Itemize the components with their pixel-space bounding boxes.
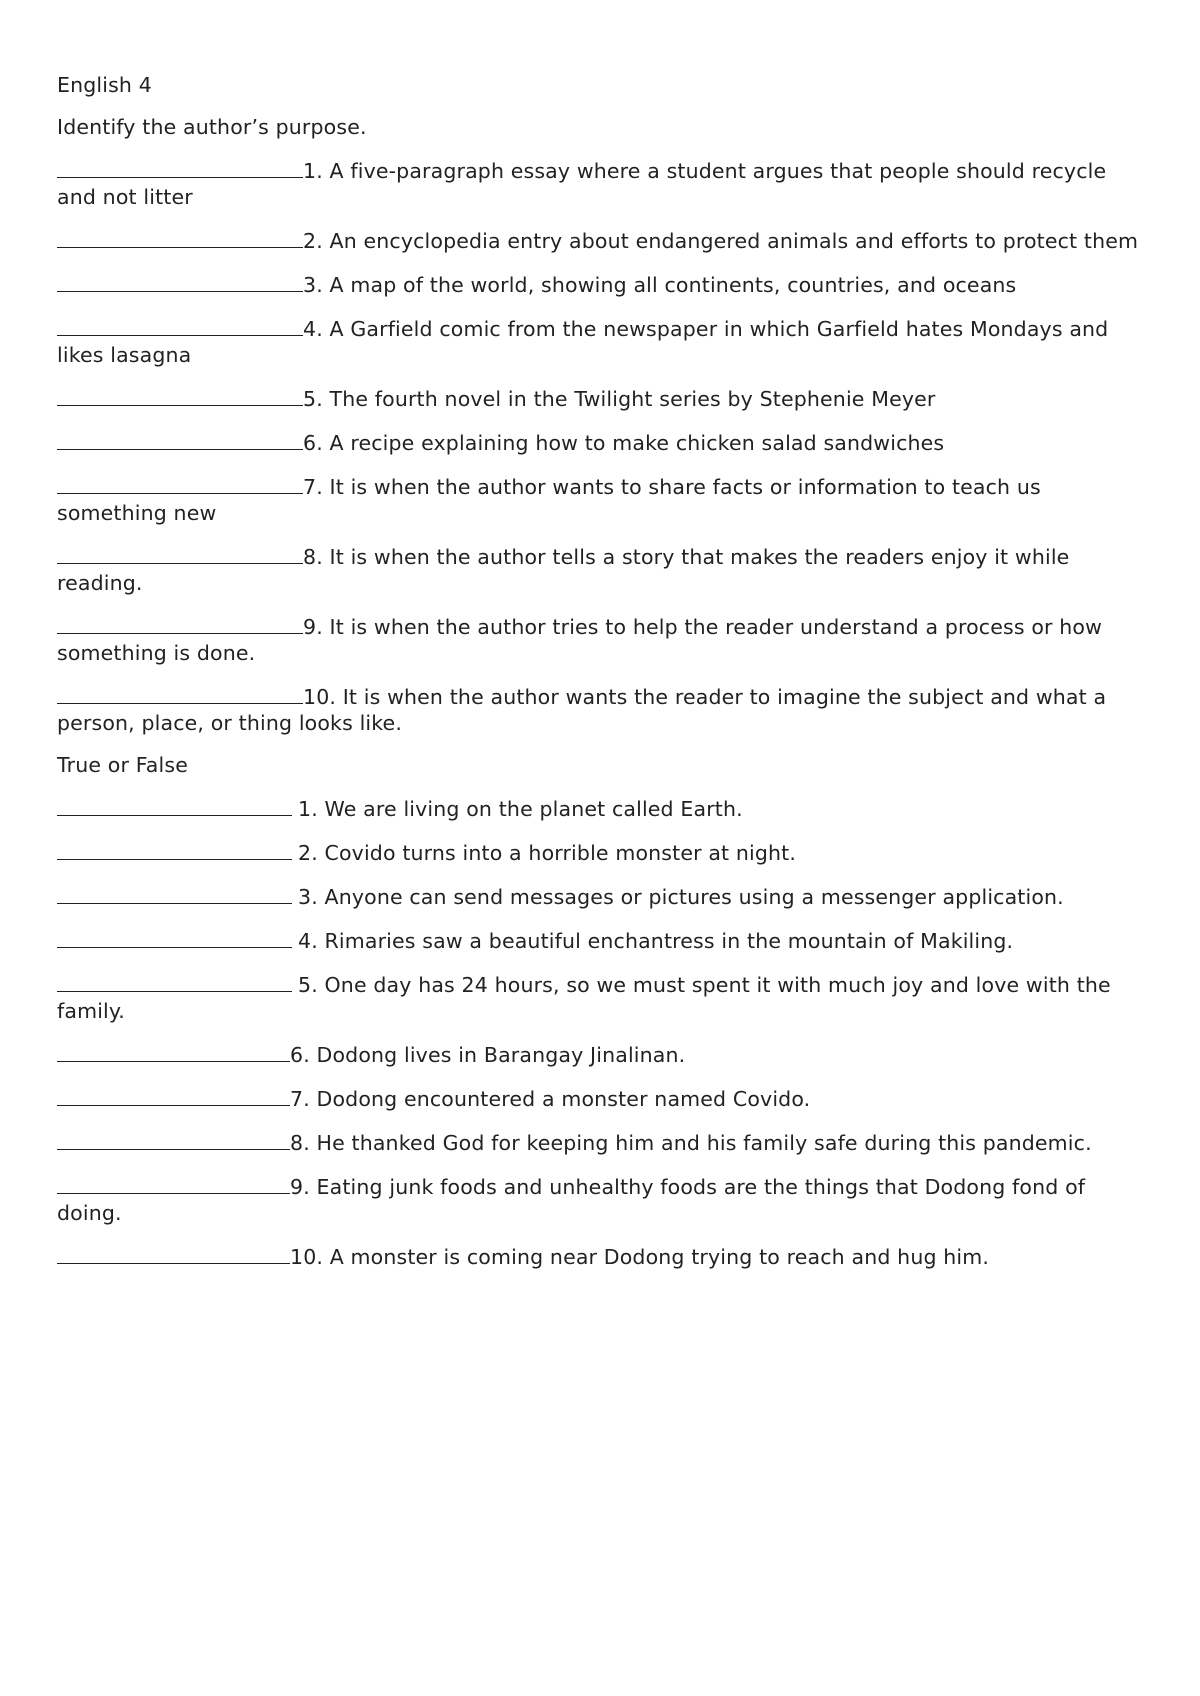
answer-blank[interactable] <box>57 472 303 494</box>
question-text: 10. It is when the author wants the reader to imagine the subject and what a person, place, or thing looks like. <box>57 685 1107 735</box>
worksheet-content <box>57 72 1147 1286</box>
answer-blank[interactable] <box>57 1172 290 1194</box>
answer-blank[interactable] <box>57 682 303 704</box>
question-text: 7. Dodong encountered a monster named Covido. <box>290 1087 811 1111</box>
purpose-item <box>57 542 1147 596</box>
answer-blank[interactable] <box>57 156 303 178</box>
purpose-item <box>57 428 1147 456</box>
answer-blank[interactable] <box>57 314 303 336</box>
question-text: 9. It is when the author tries to help the reader understand a process or how something is done. <box>57 615 1103 665</box>
answer-blank[interactable] <box>57 612 303 634</box>
purpose-item <box>57 612 1147 666</box>
question-text: 4. Rimaries saw a beautiful enchantress in the mountain of Makiling. <box>298 929 1014 953</box>
purpose-item <box>57 156 1147 210</box>
purpose-item <box>57 682 1147 736</box>
answer-blank[interactable] <box>57 970 292 992</box>
question-text: 2. An encyclopedia entry about endangered animals and efforts to protect them <box>303 229 1139 253</box>
question-text: 8. He thanked God for keeping him and his family safe during this pandemic. <box>290 1131 1092 1155</box>
purpose-item <box>57 472 1147 526</box>
purpose-item <box>57 270 1147 298</box>
answer-blank[interactable] <box>57 838 292 860</box>
question-text: 4. A Garfield comic from the newspaper in which Garfield hates Mondays and likes lasagna <box>57 317 1109 367</box>
true-false-item <box>57 838 1147 866</box>
answer-blank[interactable] <box>57 226 303 248</box>
question-text: 3. A map of the world, showing all continents, countries, and oceans <box>303 273 1017 297</box>
question-text: 1. A five-paragraph essay where a student argues that people should recycle and not litter <box>57 159 1107 209</box>
question-text: 5. One day has 24 hours, so we must spent it with much joy and love with the family. <box>57 973 1111 1023</box>
purpose-item <box>57 226 1147 254</box>
section2-title: True or False <box>57 753 188 777</box>
answer-blank[interactable] <box>57 542 303 564</box>
answer-blank[interactable] <box>57 882 292 904</box>
question-text: 5. The fourth novel in the Twilight series by Stephenie Meyer <box>303 387 936 411</box>
question-text: 6. A recipe explaining how to make chicken salad sandwiches <box>303 431 945 455</box>
purpose-item <box>57 384 1147 412</box>
answer-blank[interactable] <box>57 1040 290 1062</box>
true-false-item <box>57 926 1147 954</box>
question-text: 6. Dodong lives in Barangay Jinalinan. <box>290 1043 686 1067</box>
true-false-item <box>57 1040 1147 1068</box>
answer-blank[interactable] <box>57 926 292 948</box>
answer-blank[interactable] <box>57 384 303 406</box>
true-false-item <box>57 794 1147 822</box>
answer-blank[interactable] <box>57 270 303 292</box>
answer-blank[interactable] <box>57 794 292 816</box>
question-text: 8. It is when the author tells a story that makes the readers enjoy it while reading. <box>57 545 1070 595</box>
question-text: 2. Covido turns into a horrible monster at night. <box>298 841 797 865</box>
answer-blank[interactable] <box>57 1084 290 1106</box>
question-text: 3. Anyone can send messages or pictures using a messenger application. <box>298 885 1064 909</box>
true-false-item <box>57 1242 1147 1270</box>
true-false-item <box>57 1172 1147 1226</box>
answer-blank[interactable] <box>57 1128 290 1150</box>
true-false-item <box>57 882 1147 910</box>
question-text: 9. Eating junk foods and unhealthy foods are the things that Dodong fond of doing. <box>57 1175 1086 1225</box>
answer-blank[interactable] <box>57 428 303 450</box>
true-false-item <box>57 1128 1147 1156</box>
subject-title: English 4 <box>57 73 152 97</box>
question-text: 10. A monster is coming near Dodong trying to reach and hug him. <box>290 1245 990 1269</box>
true-false-item <box>57 1084 1147 1112</box>
answer-blank[interactable] <box>57 1242 290 1264</box>
purpose-item <box>57 314 1147 368</box>
question-text: 7. It is when the author wants to share facts or information to teach us something new <box>57 475 1041 525</box>
question-text: 1. We are living on the planet called Earth. <box>298 797 743 821</box>
section1-instruction: Identify the author’s purpose. <box>57 115 367 139</box>
true-false-item <box>57 970 1147 1024</box>
